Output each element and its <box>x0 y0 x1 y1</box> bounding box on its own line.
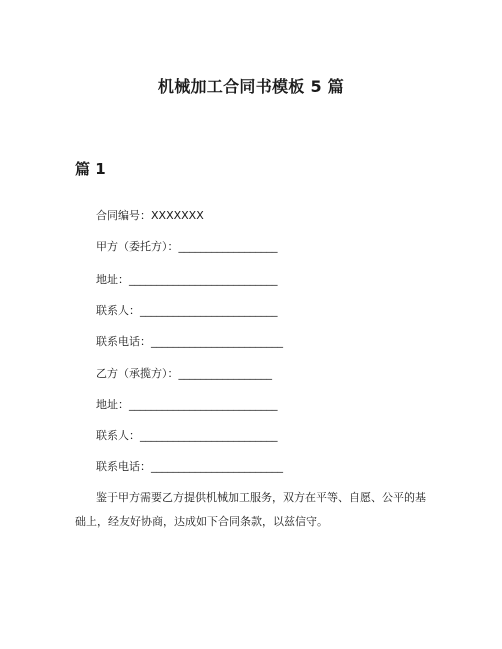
party-b-line: 乙方（承揽方）：_________________ <box>96 367 272 380</box>
document-title: 机械加工合同书模板 5 篇 <box>157 77 345 96</box>
contract-number-line: 合同编号：XXXXXXX <box>96 209 204 222</box>
party-a-address-line: 地址：___________________________ <box>96 273 278 286</box>
party-a-contact-line: 联系人：_________________________ <box>96 304 278 317</box>
party-a-line: 甲方（委托方）：__________________ <box>96 240 278 253</box>
section-heading: 篇 1 <box>75 160 106 178</box>
party-b-address-line: 地址：___________________________ <box>96 398 278 411</box>
party-b-phone-line: 联系电话：________________________ <box>96 460 283 473</box>
party-a-phone-line: 联系电话：________________________ <box>96 335 283 348</box>
preamble-paragraph: 鉴于甲方需要乙方提供机械加工服务，双方在平等、自愿、公平的基础上，经友好协商，达成如下合同条款，以兹信守。 <box>75 491 426 528</box>
party-b-contact-line: 联系人：_________________________ <box>96 429 278 442</box>
